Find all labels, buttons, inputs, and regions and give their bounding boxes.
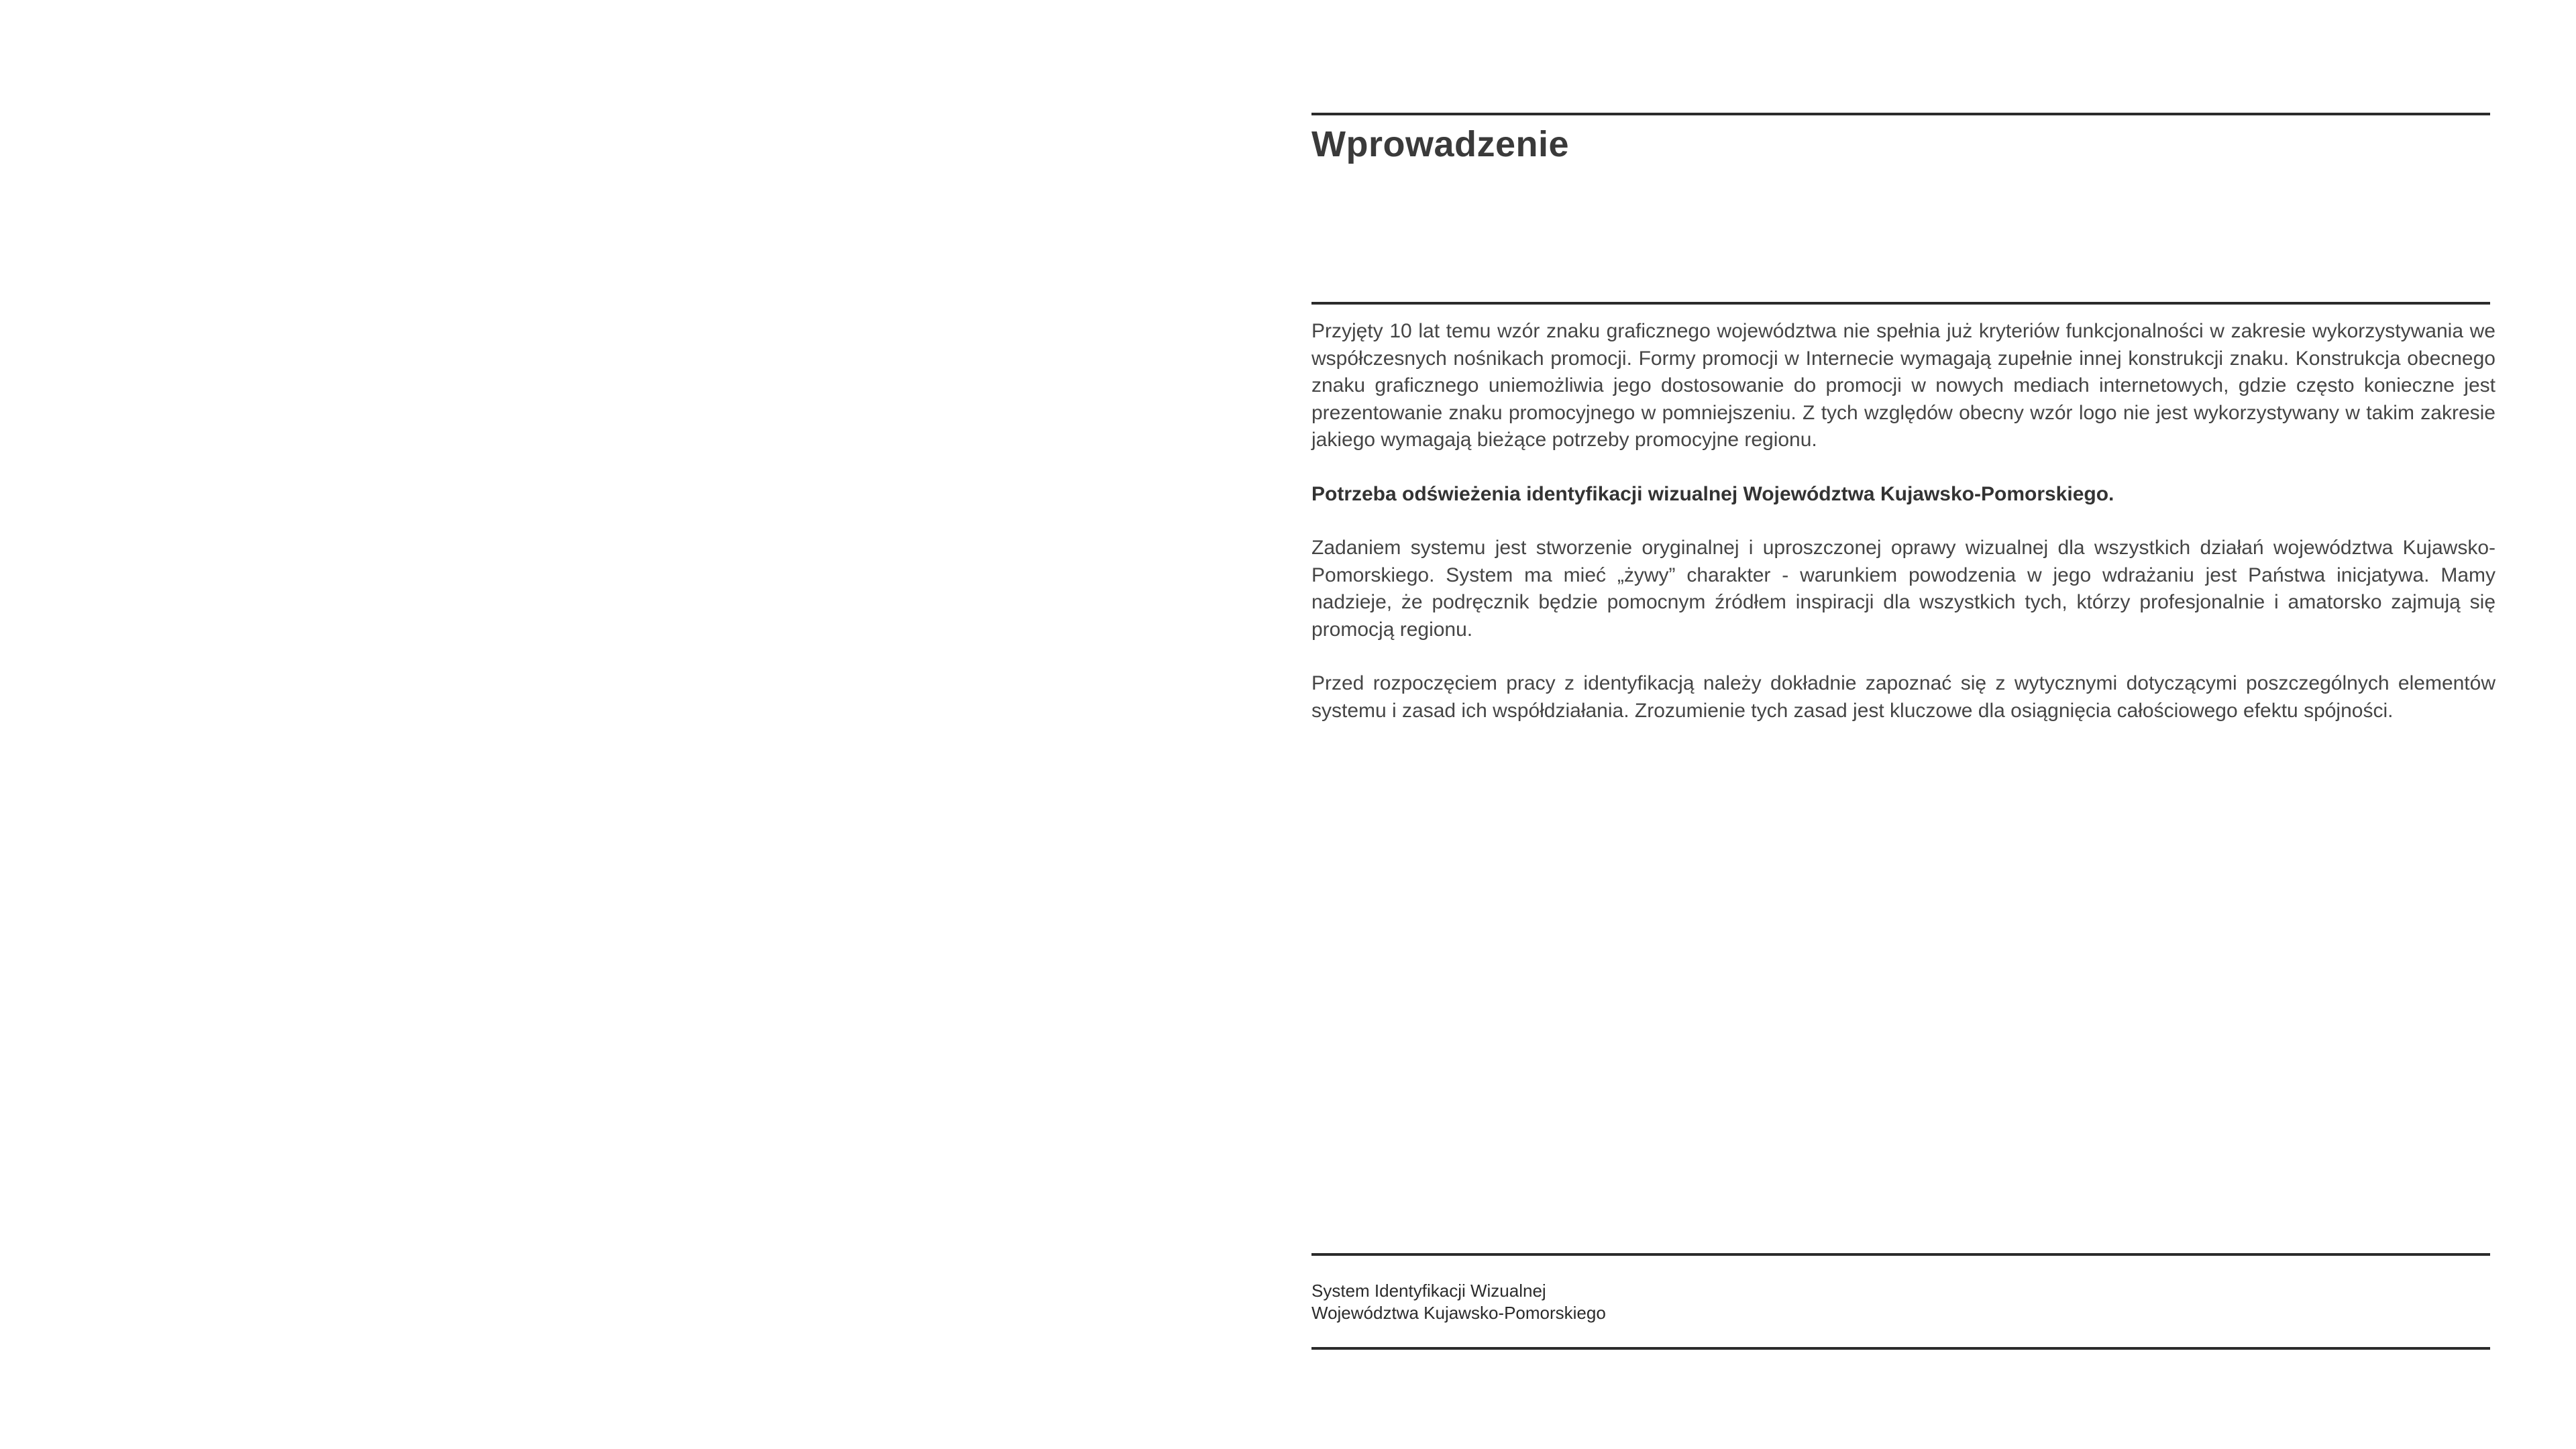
- footer-top-rule: [1311, 1253, 2490, 1256]
- top-rule: [1311, 113, 2490, 115]
- paragraph-subheading: Potrzeba odświeżenia identyfikacji wizualnej Województwa Kujawsko-Pomorskiego.: [1311, 482, 2114, 505]
- footer-line-1: System Identyfikacji Wizualnej: [1311, 1281, 1546, 1301]
- section-rule: [1311, 302, 2490, 305]
- paragraph-intro: Przyjęty 10 lat temu wzór znaku graficznego województwa nie spełnia już kryteriów funkcjonalności w zakresie wykorzystywania we współczesnych nośnikach promocji. Formy promocji w Internecie wymagają zupełnie innej konstrukcji znaku. Konstrukcja obecnego znaku graficznego uniemożliwia jego dostosowanie do promocji w nowych mediach internetowych, gdzie często konieczne jest prezentowanie znaku promocyjnego w pomniejszeniu. Z tych względów obecny wzór logo nie jest wykorzystywany w takim zakresie jakiego wymagają bieżące potrzeby promocyjne regionu.: [1311, 320, 2496, 451]
- footer-bottom-rule: [1311, 1347, 2490, 1350]
- footer-line-2: Województwa Kujawsko-Pomorskiego: [1311, 1303, 1606, 1323]
- paragraph-system-goal: Zadaniem systemu jest stworzenie oryginalnej i uproszczonej oprawy wizualnej dla wszystkich działań województwa Kujawsko-Pomorskiego. System ma mieć „żywy” charakter - warunkiem powodzenia w jego wdrażaniu jest Państwa inicjatywa. Mamy nadzieje, że podręcznik będzie pomocnym źródłem inspiracji dla wszystkich tych, którzy profesjonalnie i amatorsko zajmują się promocją regionu.: [1311, 537, 2496, 641]
- page-title: Wprowadzenie: [1311, 124, 1570, 164]
- footer: [1311, 1280, 1606, 1324]
- paragraph-guidelines: Przed rozpoczęciem pracy z identyfikacją należy dokładnie zapoznać się z wytycznymi dotyczącymi poszczególnych elementów systemu i zasad ich współdziałania. Zrozumienie tych zasad jest kluczowe dla osiągnięcia całościowego efektu spójności.: [1311, 672, 2496, 722]
- intro-body: [1311, 318, 2496, 751]
